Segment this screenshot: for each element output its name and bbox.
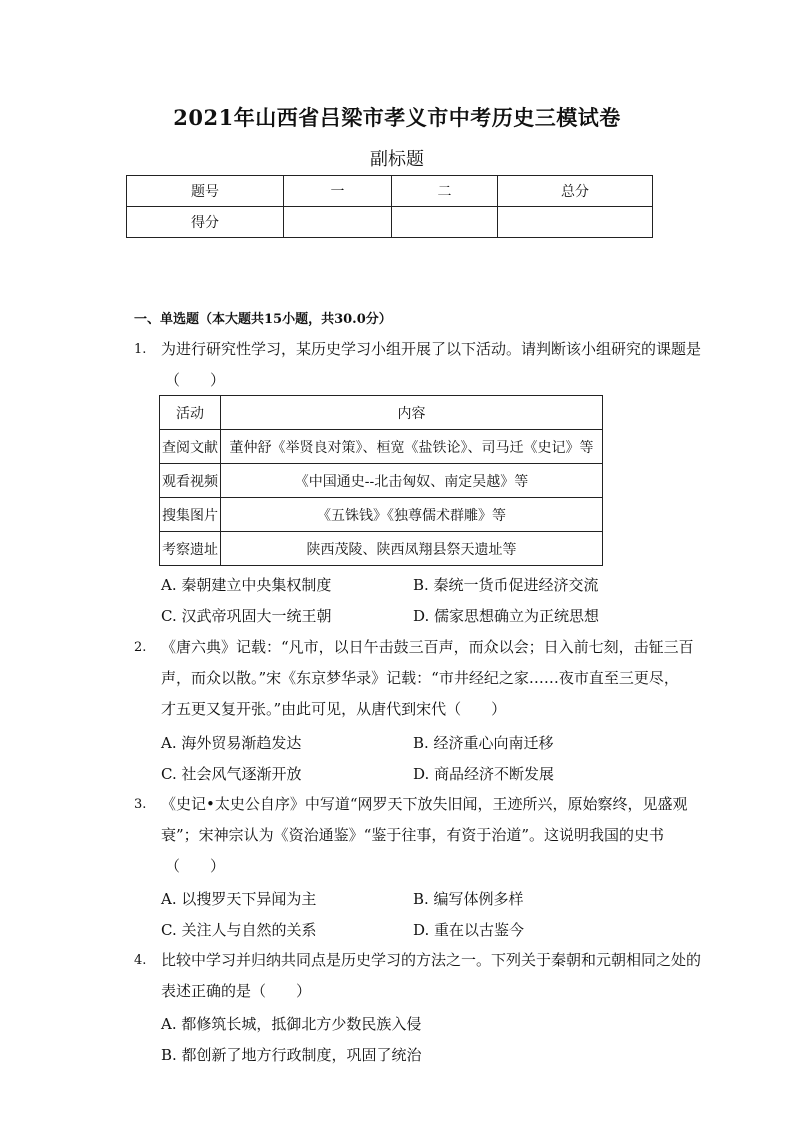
question-line: 衰”；宋神宗认为《资治通鉴》“鉴于往事，有资于治道”。这说明我国的史书: [161, 826, 665, 844]
question-number: 4.: [134, 953, 147, 968]
activity-table-row: [160, 532, 603, 566]
content-cell: 《中国通史--北击匈奴、南定吴越》等: [221, 464, 603, 498]
answer-option[interactable]: A. 海外贸易渐趋发达: [161, 734, 302, 752]
exam-subtitle: 副标题: [370, 149, 424, 170]
activity-table-row: [160, 430, 603, 464]
answer-option[interactable]: A. 都修筑长城，抵御北方少数民族入侵: [161, 1015, 422, 1033]
question-line: 才五更又复开张。”由此可见，从唐代到宋代（ ）: [161, 700, 507, 718]
score-cell: [498, 207, 653, 238]
question-line: 表述正确的是（ ）: [161, 982, 312, 1000]
answer-option[interactable]: B. 经济重心向南迁移: [413, 734, 554, 752]
section-heading: 一、单选题（本大题共15小题，共30.0分）: [134, 312, 392, 327]
question-line: 《史记•太史公自序》中写道“网罗天下放失旧闻，王迹所兴，原始察终，见盛观: [161, 795, 688, 813]
activity-cell: 考察遗址: [160, 532, 221, 566]
answer-option[interactable]: A. 秦朝建立中央集权制度: [161, 576, 332, 594]
activity-cell: 搜集图片: [160, 498, 221, 532]
activity-cell: 查阅文献: [160, 430, 221, 464]
score-header-cell: 题号: [127, 176, 284, 207]
answer-option[interactable]: B. 都创新了地方行政制度，巩固了统治: [161, 1046, 422, 1064]
question-stem: [161, 334, 702, 396]
activity-table-row: [160, 464, 603, 498]
question-number: 1.: [134, 342, 147, 357]
activity-table-header: [160, 396, 603, 430]
question-line: 比较中学习并归纳共同点是历史学习的方法之一。下列关于秦朝和元朝相同之处的: [161, 951, 702, 969]
question-line: 为进行研究性学习，某历史学习小组开展了以下活动。请判断该小组研究的课题是: [161, 340, 702, 358]
answer-option[interactable]: B. 秦统一货币促进经济交流: [413, 576, 599, 594]
exam-title: 2021年山西省吕梁市孝义市中考历史三模试卷: [173, 105, 621, 130]
question-line: （ ）: [165, 371, 226, 389]
question-stem: [161, 789, 688, 882]
answer-option[interactable]: B. 编写体例多样: [413, 890, 524, 908]
score-cell: [392, 207, 498, 238]
content-cell: 陕西茂陵、陕西凤翔县祭天遗址等: [221, 532, 603, 566]
question-number: 3.: [134, 797, 147, 812]
question-number: 2.: [134, 640, 147, 655]
question-line: 《唐六典》记载：“凡市，以日午击鼓三百声，而众以会；日入前七刻，击钲三百: [161, 638, 694, 656]
answer-option[interactable]: D. 儒家思想确立为正统思想: [413, 607, 600, 625]
answer-option[interactable]: C. 关注人与自然的关系: [161, 921, 317, 939]
activity-table-row: [160, 498, 603, 532]
question-stem: [161, 945, 702, 1007]
question-stem: [161, 632, 694, 725]
answer-option[interactable]: C. 汉武帝巩固大一统王朝: [161, 607, 332, 625]
answer-option[interactable]: C. 社会风气逐渐开放: [161, 765, 302, 783]
score-row-label: 得分: [127, 207, 284, 238]
score-table: [126, 175, 653, 238]
score-table-score-row: [127, 207, 653, 238]
answer-option[interactable]: A. 以搜罗天下异闻为主: [161, 890, 317, 908]
score-header-cell: 总分: [498, 176, 653, 207]
answer-option[interactable]: D. 重在以古鉴今: [413, 921, 525, 939]
score-header-cell: 二: [392, 176, 498, 207]
activity-table: [159, 395, 603, 566]
activity-cell: 观看视频: [160, 464, 221, 498]
score-table-header-row: [127, 176, 653, 207]
activity-header-cell: 内容: [221, 396, 603, 430]
score-header-cell: 一: [284, 176, 392, 207]
question-line: 声，而众以散。”宋《东京梦华录》记载：“市井经纪之家……夜市直至三更尽，: [161, 669, 679, 687]
content-cell: 董仲舒《举贤良对策》、桓宽《盐铁论》、司马迁《史记》等: [221, 430, 603, 464]
answer-option[interactable]: D. 商品经济不断发展: [413, 765, 555, 783]
score-cell: [284, 207, 392, 238]
activity-header-cell: 活动: [160, 396, 221, 430]
content-cell: 《五铢钱》《独尊儒术群雕》等: [221, 498, 603, 532]
question-line: （ ）: [165, 857, 226, 875]
